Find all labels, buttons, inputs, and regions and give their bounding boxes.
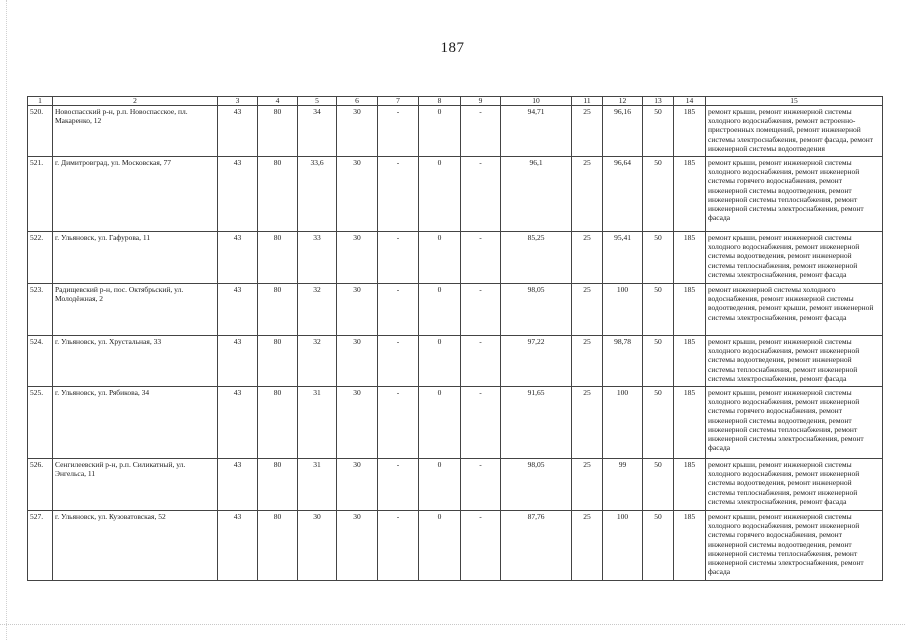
cell: 94,71 bbox=[501, 106, 572, 157]
cell: 50 bbox=[643, 232, 674, 284]
cell: 185 bbox=[674, 459, 706, 511]
cell: 95,41 bbox=[603, 232, 643, 284]
cell: - bbox=[461, 387, 501, 459]
cell: 80 bbox=[258, 387, 298, 459]
cell: 43 bbox=[218, 511, 258, 581]
row-works: ремонт крыши, ремонт инженерной системы холодного водоснабжения, ремонт инженерной системы водоотведения, ремонт инженерной системы теплоснабжения, ремонт инженерной системы электроснабжения, ремонт фасада bbox=[706, 232, 883, 284]
row-works: ремонт крыши, ремонт инженерной системы холодного водоснабжения, ремонт инженерной системы горячего водоснабжения, ремонт инженерной системы водоотведения, ремонт инженерной системы теплоснабжения, ремонт инженерной системы электроснабжения, ремонт фасада bbox=[706, 387, 883, 459]
cell: 80 bbox=[258, 106, 298, 157]
cell: 30 bbox=[337, 387, 378, 459]
cell: 31 bbox=[298, 459, 337, 511]
page-number: 187 bbox=[440, 40, 465, 56]
cell: 30 bbox=[337, 106, 378, 157]
cell: - bbox=[378, 336, 419, 387]
cell: 30 bbox=[337, 511, 378, 581]
col-header: 7 bbox=[378, 97, 419, 106]
cell: 185 bbox=[674, 157, 706, 232]
cell: 97,22 bbox=[501, 336, 572, 387]
cell: 25 bbox=[572, 387, 603, 459]
cell: 98,05 bbox=[501, 284, 572, 336]
row-address: г. Ульяновск, ул. Рябикова, 34 bbox=[53, 387, 218, 459]
row-address: Новоспасский р-н, р.п. Новоспасское, пл. Макаренко, 12 bbox=[53, 106, 218, 157]
row-number: 523. bbox=[28, 284, 53, 336]
cell: 85,25 bbox=[501, 232, 572, 284]
cell: 30 bbox=[337, 157, 378, 232]
cell: - bbox=[378, 157, 419, 232]
table-row bbox=[28, 387, 883, 459]
cell: 80 bbox=[258, 459, 298, 511]
row-works: ремонт крыши, ремонт инженерной системы холодного водоснабжения, ремонт инженерной системы водоотведения, ремонт инженерной системы теплоснабжения, ремонт инженерной системы электроснабжения, ремонт фасада bbox=[706, 336, 883, 387]
cell: 30 bbox=[337, 336, 378, 387]
table-row bbox=[28, 232, 883, 284]
cell: 0 bbox=[419, 459, 461, 511]
cell: 0 bbox=[419, 157, 461, 232]
cell: 30 bbox=[337, 459, 378, 511]
cell: 98,05 bbox=[501, 459, 572, 511]
col-header: 15 bbox=[706, 97, 883, 106]
cell: 98,78 bbox=[603, 336, 643, 387]
scan-edge bbox=[6, 0, 8, 640]
cell: 34 bbox=[298, 106, 337, 157]
cell: - bbox=[461, 106, 501, 157]
cell: 25 bbox=[572, 336, 603, 387]
cell: 100 bbox=[603, 284, 643, 336]
cell: 0 bbox=[419, 106, 461, 157]
cell: 50 bbox=[643, 387, 674, 459]
cell: 33,6 bbox=[298, 157, 337, 232]
cell: - bbox=[461, 232, 501, 284]
row-works: ремонт крыши, ремонт инженерной системы холодного водоснабжения, ремонт инженерной системы горячего водоснабжения, ремонт инженерной системы водоотведения, ремонт инженерной системы теплоснабжения, ремонт инженерной системы электроснабжения, ремонт фасада bbox=[706, 511, 883, 581]
row-number: 524. bbox=[28, 336, 53, 387]
col-header: 10 bbox=[501, 97, 572, 106]
cell: 30 bbox=[337, 232, 378, 284]
column-number-row bbox=[28, 97, 883, 106]
cell: 43 bbox=[218, 284, 258, 336]
cell: 0 bbox=[419, 387, 461, 459]
col-header: 4 bbox=[258, 97, 298, 106]
cell: - bbox=[461, 157, 501, 232]
cell: 91,65 bbox=[501, 387, 572, 459]
cell: 25 bbox=[572, 157, 603, 232]
col-header: 12 bbox=[603, 97, 643, 106]
row-number: 527. bbox=[28, 511, 53, 581]
cell: - bbox=[378, 387, 419, 459]
row-number: 526. bbox=[28, 459, 53, 511]
table-row bbox=[28, 284, 883, 336]
col-header: 2 bbox=[53, 97, 218, 106]
row-works: ремонт крыши, ремонт инженерной системы холодного водоснабжения, ремонт инженерной системы водоотведения, ремонт инженерной системы теплоснабжения, ремонт инженерной системы электроснабжения, ремонт фасада bbox=[706, 459, 883, 511]
cell: 185 bbox=[674, 106, 706, 157]
row-works: ремонт крыши, ремонт инженерной системы холодного водоснабжения, ремонт встроенно-пристроенных помещений, ремонт инженерной системы электроснабжения, ремонт фасада, ремонт инженерной системы водоотведения bbox=[706, 106, 883, 157]
cell: 43 bbox=[218, 459, 258, 511]
cell: 25 bbox=[572, 106, 603, 157]
cell: 32 bbox=[298, 284, 337, 336]
cell: - bbox=[378, 232, 419, 284]
cell: 43 bbox=[218, 106, 258, 157]
table-row bbox=[28, 157, 883, 232]
cell: - bbox=[461, 511, 501, 581]
table-row bbox=[28, 459, 883, 511]
row-number: 521. bbox=[28, 157, 53, 232]
table-row bbox=[28, 106, 883, 157]
cell: 80 bbox=[258, 232, 298, 284]
cell: - bbox=[461, 336, 501, 387]
table-row bbox=[28, 511, 883, 581]
cell: 25 bbox=[572, 459, 603, 511]
cell: 99 bbox=[603, 459, 643, 511]
cell: 80 bbox=[258, 284, 298, 336]
cell: 185 bbox=[674, 336, 706, 387]
col-header: 6 bbox=[337, 97, 378, 106]
cell: - bbox=[378, 459, 419, 511]
row-works: ремонт крыши, ремонт инженерной системы холодного водоснабжения, ремонт инженерной системы горячего водоснабжения, ремонт инженерной системы водоотведения, ремонт инженерной системы теплоснабжения, ремонт инженерной системы электроснабжения, ремонт фасада bbox=[706, 157, 883, 232]
cell: 43 bbox=[218, 387, 258, 459]
cell: 25 bbox=[572, 511, 603, 581]
cell: 0 bbox=[419, 284, 461, 336]
cell: 0 bbox=[419, 511, 461, 581]
cell: 96,64 bbox=[603, 157, 643, 232]
cell: 185 bbox=[674, 387, 706, 459]
cell: 185 bbox=[674, 284, 706, 336]
cell: 43 bbox=[218, 157, 258, 232]
cell: 185 bbox=[674, 511, 706, 581]
register-table bbox=[27, 96, 883, 581]
cell: 25 bbox=[572, 284, 603, 336]
cell: 0 bbox=[419, 232, 461, 284]
cell: 185 bbox=[674, 232, 706, 284]
cell: 96,16 bbox=[603, 106, 643, 157]
row-number: 525. bbox=[28, 387, 53, 459]
cell: 30 bbox=[337, 284, 378, 336]
row-works: ремонт инженерной системы холодного водоснабжения, ремонт инженерной системы водоотведения, ремонт крыши, ремонт инженерной системы электроснабжения, ремонт фасада bbox=[706, 284, 883, 336]
cell: 80 bbox=[258, 336, 298, 387]
cell: 50 bbox=[643, 511, 674, 581]
col-header: 3 bbox=[218, 97, 258, 106]
col-header: 8 bbox=[419, 97, 461, 106]
cell: 50 bbox=[643, 284, 674, 336]
col-header: 1 bbox=[28, 97, 53, 106]
cell: 50 bbox=[643, 106, 674, 157]
row-address: г. Димитровград, ул. Московская, 77 bbox=[53, 157, 218, 232]
row-address: г. Ульяновск, ул. Хрустальная, 33 bbox=[53, 336, 218, 387]
cell: 43 bbox=[218, 336, 258, 387]
row-address: Сенгилеевский р-н, р.п. Силикатный, ул. Энгельса, 11 bbox=[53, 459, 218, 511]
cell: 33 bbox=[298, 232, 337, 284]
table-row bbox=[28, 336, 883, 387]
row-address: Радищевский р-н, пос. Октябрьский, ул. Молодёжная, 2 bbox=[53, 284, 218, 336]
cell: - bbox=[378, 284, 419, 336]
cell: 50 bbox=[643, 459, 674, 511]
col-header: 9 bbox=[461, 97, 501, 106]
cell: 80 bbox=[258, 157, 298, 232]
cell: 80 bbox=[258, 511, 298, 581]
cell: 100 bbox=[603, 511, 643, 581]
cell: 0 bbox=[419, 336, 461, 387]
cell: 50 bbox=[643, 157, 674, 232]
cell: 31 bbox=[298, 387, 337, 459]
cell: - bbox=[378, 106, 419, 157]
col-header: 13 bbox=[643, 97, 674, 106]
scan-noise bbox=[0, 624, 905, 626]
cell: 32 bbox=[298, 336, 337, 387]
row-address: г. Ульяновск, ул. Кузоватовская, 52 bbox=[53, 511, 218, 581]
row-number: 520. bbox=[28, 106, 53, 157]
cell: 87,76 bbox=[501, 511, 572, 581]
row-number: 522. bbox=[28, 232, 53, 284]
cell: 30 bbox=[298, 511, 337, 581]
col-header: 5 bbox=[298, 97, 337, 106]
cell: 43 bbox=[218, 232, 258, 284]
row-address: г. Ульяновск, ул. Гафурова, 11 bbox=[53, 232, 218, 284]
cell: 96,1 bbox=[501, 157, 572, 232]
cell: - bbox=[461, 284, 501, 336]
cell: 50 bbox=[643, 336, 674, 387]
col-header: 11 bbox=[572, 97, 603, 106]
cell: 25 bbox=[572, 232, 603, 284]
cell: 100 bbox=[603, 387, 643, 459]
cell: - bbox=[378, 511, 419, 581]
col-header: 14 bbox=[674, 97, 706, 106]
cell: - bbox=[461, 459, 501, 511]
